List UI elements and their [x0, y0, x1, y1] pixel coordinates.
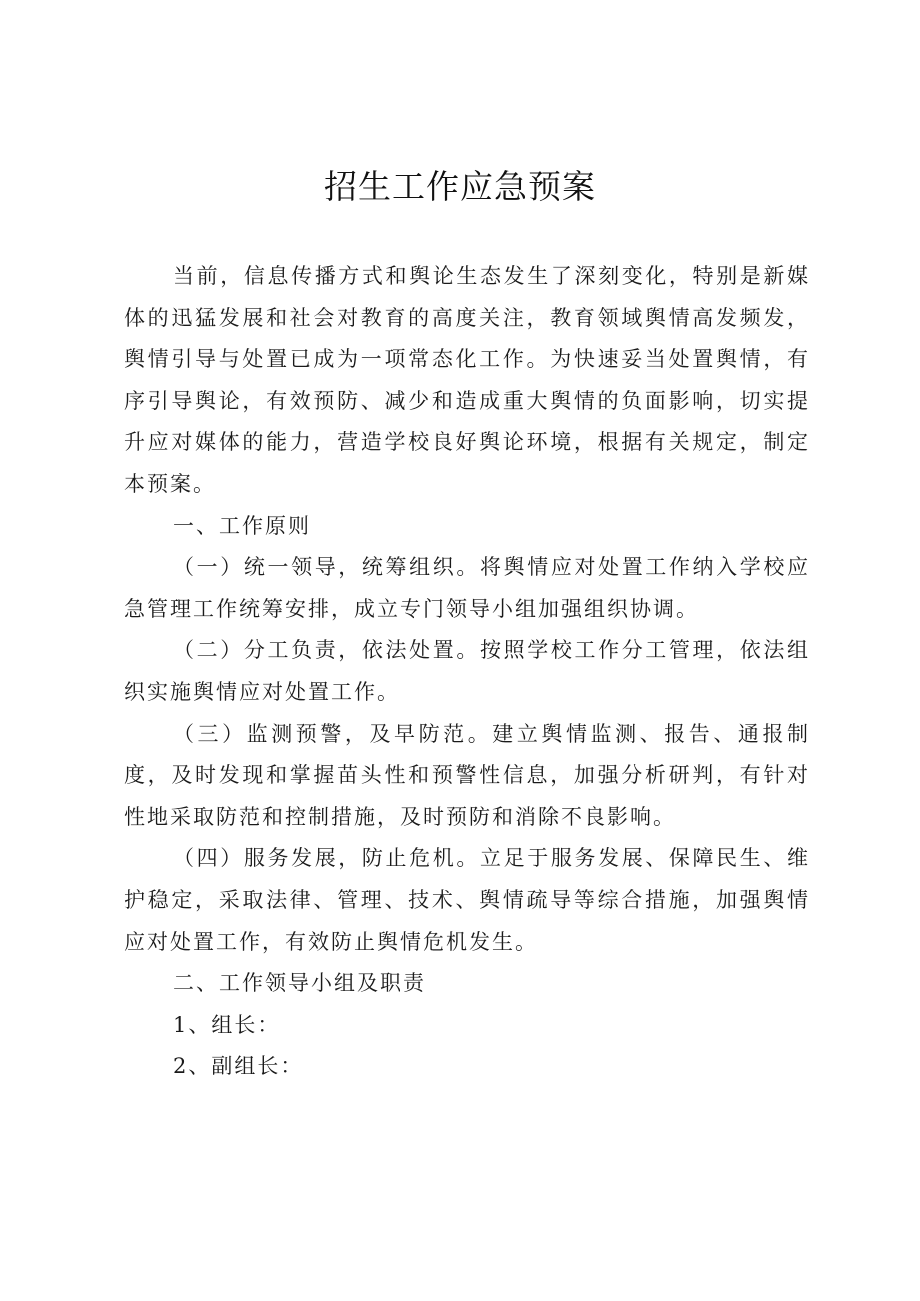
- principle-paragraph-4: （四）服务发展，防止危机。立足于服务发展、保障民生、维护稳定，采取法律、管理、技术、舆情疏导等综合措施，加强舆情应对处置工作，有效防止舆情危机发生。: [124, 846, 810, 954]
- section-heading-leadership: 二、工作领导小组及职责: [173, 971, 426, 996]
- section-heading-principles: 一、工作原则: [173, 513, 311, 538]
- principle-paragraph-3: （三）监测预警，及早防范。建立舆情监测、报告、通报制度，及时发现和掌握苗头性和预警性信息，加强分析研判，有针对性地采取防范和控制措施，及时预防和消除不良影响。: [124, 721, 810, 829]
- document-title: 招生工作应急预案: [324, 167, 596, 206]
- leader-line: 1、组长：: [173, 1012, 281, 1037]
- document-body: [124, 256, 810, 1088]
- principle-paragraph-2: （二）分工负责，依法处置。按照学校工作分工管理，依法组织实施舆情应对处置工作。: [124, 638, 810, 704]
- intro-paragraph: 当前，信息传播方式和舆论生态发生了深刻变化，特别是新媒体的迅猛发展和社会对教育的高度关注，教育领域舆情高发频发，舆情引导与处置已成为一项常态化工作。为快速妥当处置舆情，有序引导舆论，有效预防、减少和造成重大舆情的负面影响，切实提升应对媒体的能力，营造学校良好舆论环境，根据有关规定，制定本预案。: [124, 264, 810, 496]
- principle-paragraph-1: （一）统一领导，统筹组织。将舆情应对处置工作纳入学校应急管理工作统筹安排，成立专门领导小组加强组织协调。: [124, 555, 810, 621]
- deputy-leader-line: 2、副组长：: [173, 1054, 304, 1079]
